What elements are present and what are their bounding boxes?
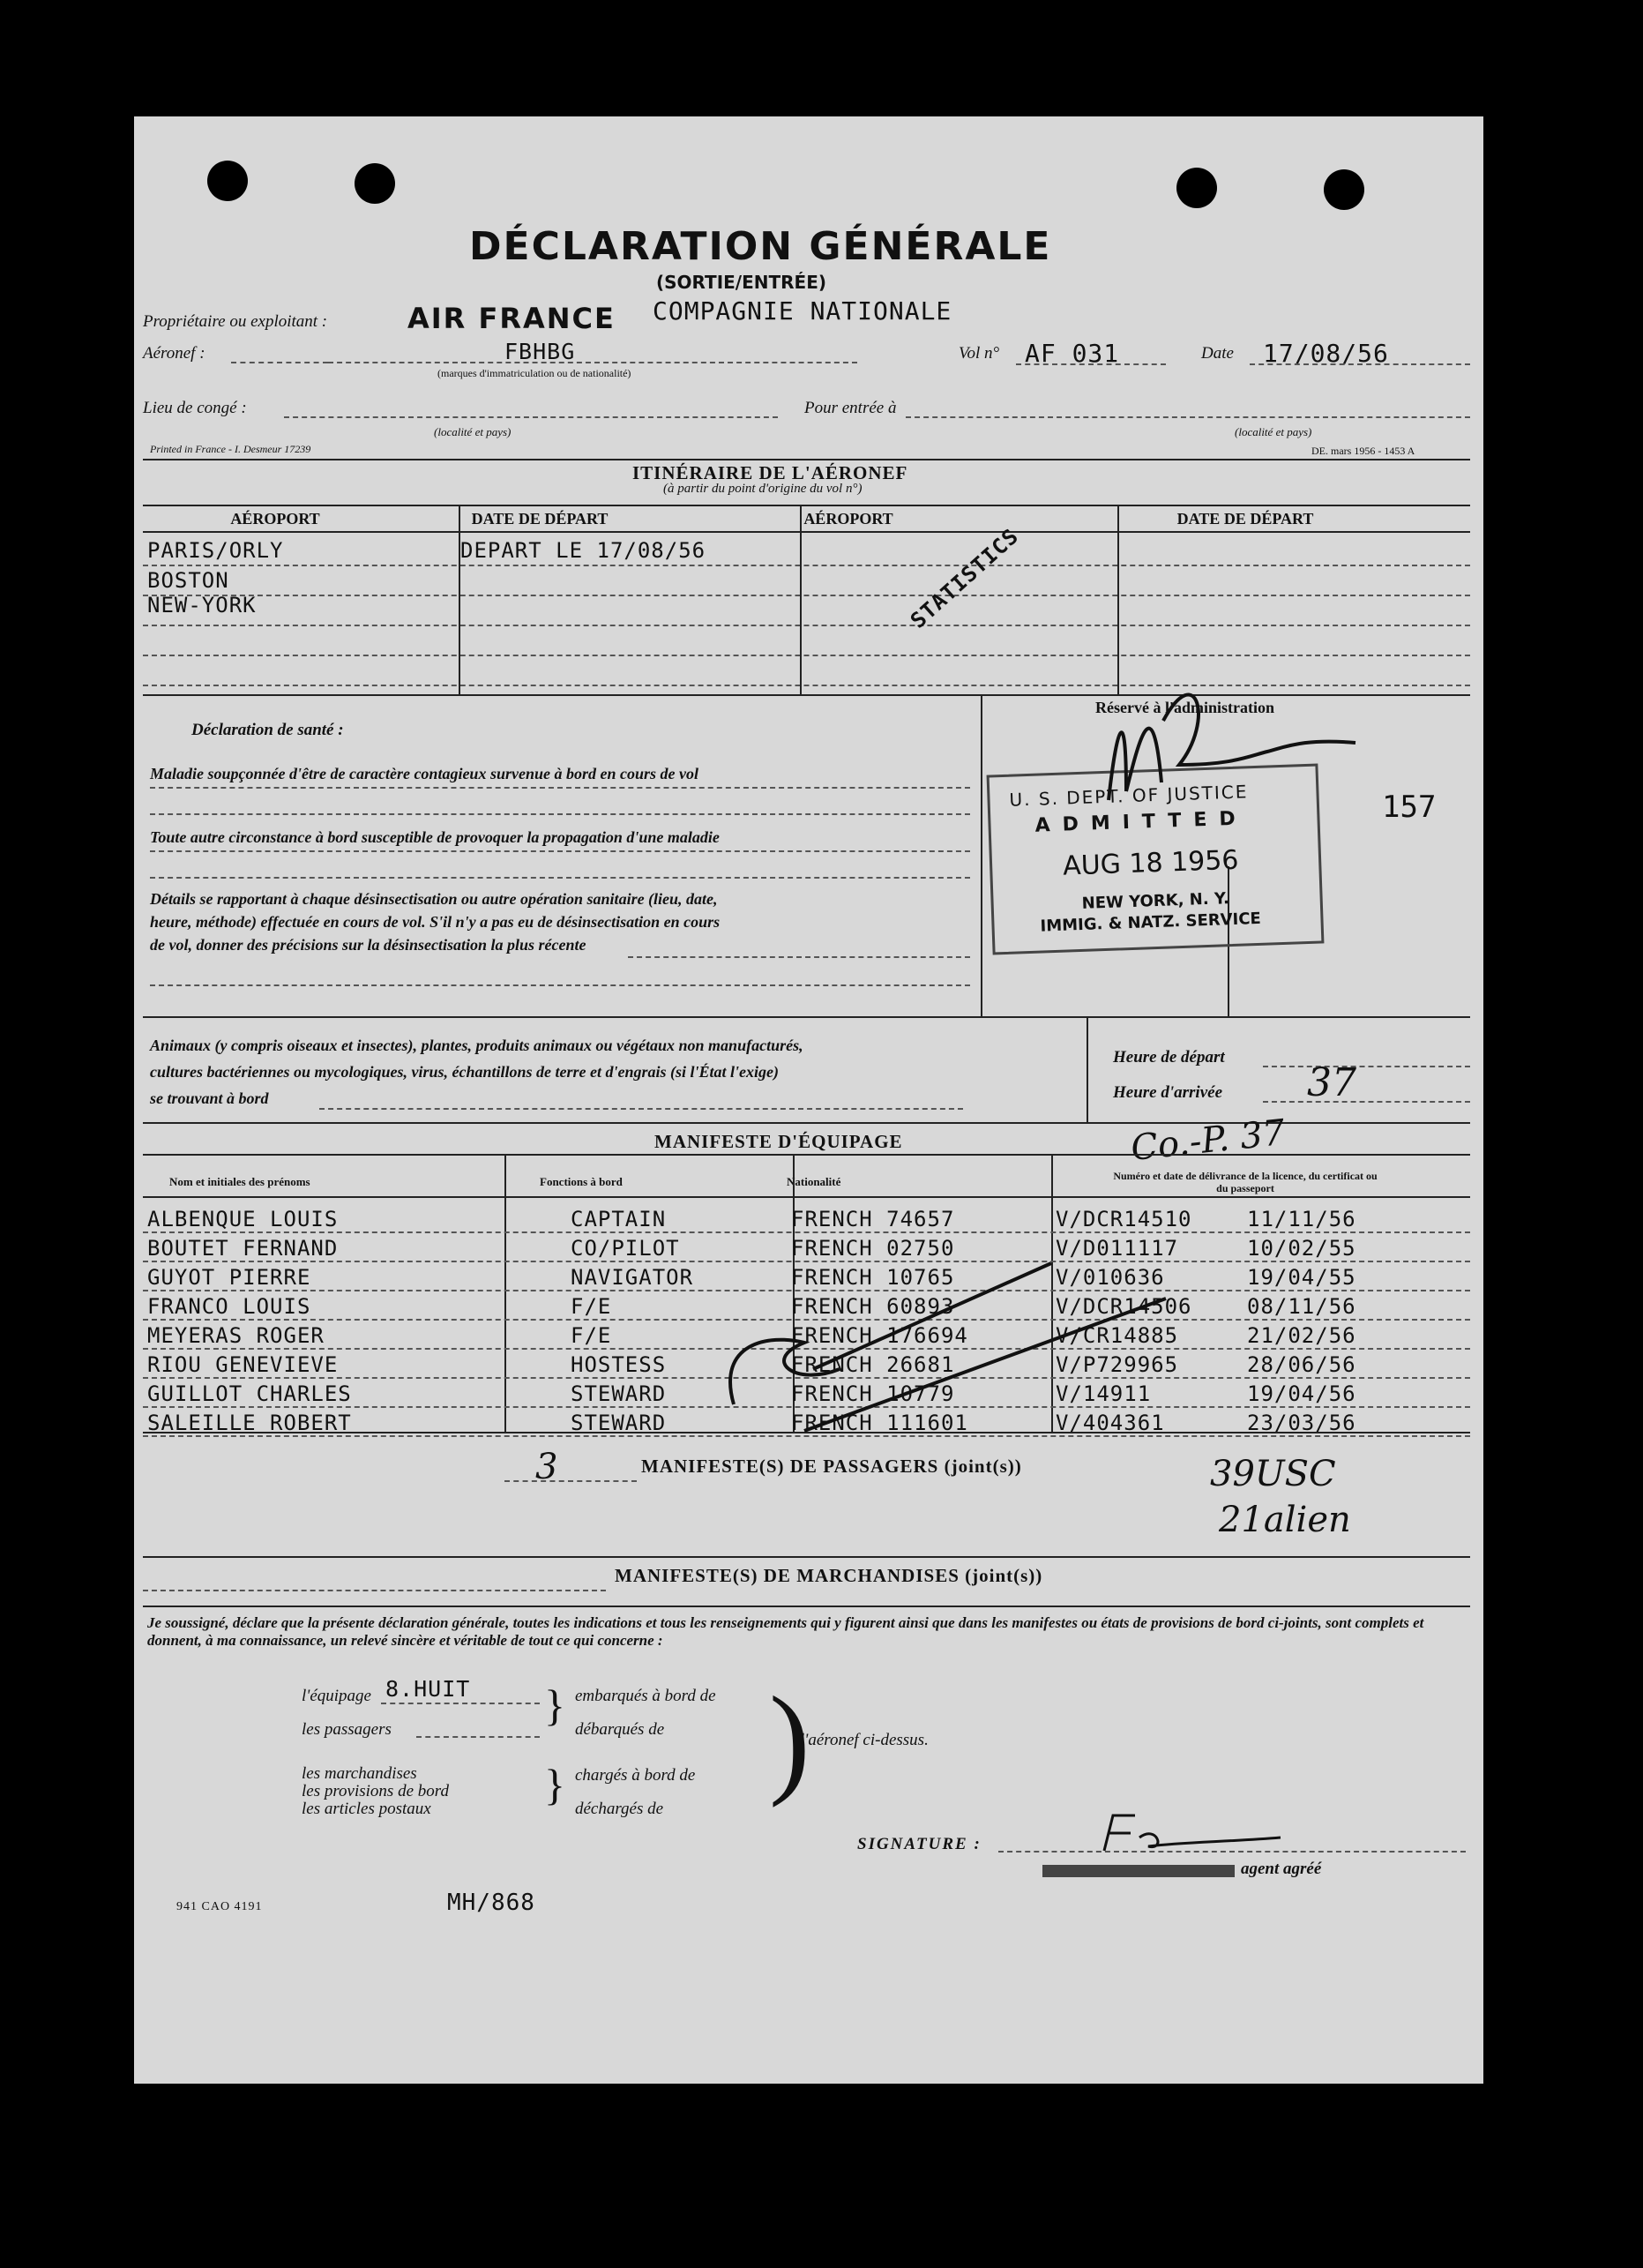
- crew-title: MANIFESTE D'ÉQUIPAGE: [654, 1131, 903, 1152]
- signature-label: SIGNATURE :: [857, 1835, 982, 1853]
- loaded-label: chargés à bord de: [575, 1766, 696, 1785]
- crew-role-cell: F/E: [571, 1294, 612, 1319]
- crew-nat-cell: FRENCH 111601: [791, 1411, 968, 1435]
- crew-date-cell: 28/06/56: [1247, 1352, 1356, 1377]
- aircraft-value: FBHBG: [504, 339, 576, 364]
- crew-role-cell: CAPTAIN: [571, 1207, 667, 1231]
- itinerary-col-airport-2: AÉROPORT: [803, 510, 893, 528]
- crew-doc-cell: V/010636: [1056, 1265, 1165, 1290]
- crew-nat-cell: FRENCH 26681: [791, 1352, 955, 1377]
- provisions-label: les provisions de bord: [302, 1782, 449, 1800]
- aircraft-statement-label: l'aéronef ci-dessus.: [800, 1731, 929, 1749]
- crew-role-cell: F/E: [571, 1323, 612, 1348]
- crew-row-line: [143, 1231, 1470, 1233]
- crew-name-cell: RIOU GENEVIEVE: [147, 1352, 339, 1377]
- crew-name-cell: FRANCO LOUIS: [147, 1294, 311, 1319]
- itinerary-departure: DEPART LE 17/08/56: [460, 538, 706, 563]
- date-value: 17/08/56: [1263, 339, 1389, 368]
- unloaded-label: déchargés de: [575, 1800, 664, 1818]
- crew-name-cell: GUYOT PIERRE: [147, 1265, 311, 1290]
- itinerary-title: ITINÉRAIRE DE L'AÉRONEF: [632, 462, 908, 483]
- stamp-date: AUG 18 1956: [1062, 844, 1240, 882]
- health-line-2: Toute autre circonstance à bord susceptible de provoquer la propagation d'une maladie: [150, 828, 720, 846]
- inspector-signature: [1100, 668, 1364, 827]
- animals-line-a: Animaux (y compris oiseaux et insectes), plantes, produits animaux ou végétaux non manufacturés,: [150, 1037, 803, 1054]
- form-title: DÉCLARATION GÉNÉRALE: [469, 224, 1052, 269]
- departure-time-label: Heure de départ: [1113, 1048, 1225, 1067]
- itinerary-subtitle: (à partir du point d'origine du vol n°): [663, 482, 863, 496]
- flight-value: AF 031: [1025, 339, 1120, 368]
- crew-name-cell: GUILLOT CHARLES: [147, 1381, 352, 1406]
- printer-left: Printed in France - I. Desmeur 17239: [150, 443, 311, 455]
- crew-date-cell: 08/11/56: [1247, 1294, 1356, 1319]
- crew-date-cell: 23/03/56: [1247, 1411, 1356, 1435]
- health-line-3b: heure, méthode) effectuée en cours de vol. S'il n'y a pas eu de désinsectisation en cours: [150, 913, 721, 931]
- health-line-3c: de vol, donner des précisions sur la désinsectisation la plus récente: [150, 936, 586, 954]
- flight-label: Vol n°: [959, 344, 1000, 363]
- crew-value: 8.HUIT: [385, 1676, 471, 1702]
- crew-doc-cell: V/DCR14506: [1056, 1294, 1192, 1319]
- aircraft-caption: (marques d'immatriculation ou de nationalité): [437, 367, 631, 379]
- crew-col-name: Nom et initiales des prénoms: [169, 1175, 310, 1188]
- bracket: }: [544, 1760, 565, 1809]
- crew-nat-cell: FRENCH 02750: [791, 1236, 955, 1261]
- crew-role-cell: STEWARD: [571, 1411, 667, 1435]
- passenger-count: 3: [535, 1447, 558, 1487]
- crew-role-cell: NAVIGATOR: [571, 1265, 694, 1290]
- health-line-3a: Détails se rapportant à chaque désinsectisation ou autre opération sanitaire (lieu, date,: [150, 890, 718, 908]
- crew-doc-cell: V/CR14885: [1056, 1323, 1179, 1348]
- crew-col-nat: Nationalité: [787, 1175, 841, 1188]
- punch-hole: [207, 161, 248, 201]
- crew-col-role: Fonctions à bord: [540, 1175, 623, 1188]
- departure-place-label: Lieu de congé :: [143, 399, 247, 417]
- form-subtitle: (SORTIE/ENTRÉE): [656, 272, 827, 293]
- crew-role-cell: HOSTESS: [571, 1352, 667, 1377]
- itinerary-airport-row: BOSTON: [147, 568, 229, 593]
- crew-nat-cell: FRENCH 176694: [791, 1323, 968, 1348]
- footer-ref: MH/868: [447, 1890, 535, 1916]
- crew-doc-cell: V/14911: [1056, 1381, 1152, 1406]
- crew-role-cell: CO/PILOT: [571, 1236, 680, 1261]
- stamp-admitted: ADMITTED: [1034, 807, 1249, 837]
- animals-line-b: cultures bactériennes ou mycologiques, virus, échantillons de terre et d'engrais (si l'État l'exige): [150, 1063, 779, 1081]
- stamp-service: IMMIG. & NATZ. SERVICE: [1040, 909, 1262, 936]
- cargo-manifest-label: MANIFESTE(S) DE MARCHANDISES (joint(s)): [615, 1565, 1043, 1586]
- crew-doc-cell: V/D011117: [1056, 1236, 1179, 1261]
- owner-extra: COMPAGNIE NATIONALE: [653, 296, 952, 326]
- crew-name-cell: ALBENQUE LOUIS: [147, 1207, 339, 1231]
- crew-doc-cell: V/P729965: [1056, 1352, 1179, 1377]
- arrival-time-value: 37: [1307, 1060, 1356, 1105]
- place-caption-right: (localité et pays): [1235, 425, 1312, 438]
- itinerary-col-date-2: DATE DE DÉPART: [1176, 510, 1314, 528]
- punch-hole: [1324, 169, 1364, 210]
- stamp-city: NEW YORK, N. Y.: [1081, 889, 1230, 913]
- arrival-time-label: Heure d'arrivée: [1113, 1083, 1223, 1102]
- crew-doc-cell: V/404361: [1056, 1411, 1165, 1435]
- animals-line-c: se trouvant à bord: [150, 1089, 269, 1107]
- embarked-label: embarqués à bord de: [575, 1687, 716, 1705]
- owner-name: AIR FRANCE: [407, 302, 616, 335]
- passenger-manifest-label: MANIFESTE(S) DE PASSAGERS (joint(s)): [641, 1456, 1022, 1477]
- passengers-label: les passagers: [302, 1720, 392, 1739]
- printer-right: DE. mars 1956 - 1453 A: [1311, 445, 1415, 457]
- crew-doc-cell: V/DCR14510: [1056, 1207, 1192, 1231]
- declaration-form: [134, 116, 1483, 2084]
- statement-text: Je soussigné, déclare que la présente déclaration générale, toutes les indications et tous les renseignements qui y figurent ainsi que dans les manifestes ou états de provisions de bord ci-joints, sont complets et donnent, à ma connaissance, un relevé sincère et véritable de tout ce qui concerne :: [147, 1614, 1424, 1649]
- crew-date-cell: 10/02/55: [1247, 1236, 1356, 1261]
- crew-date-cell: 19/04/55: [1247, 1265, 1356, 1290]
- itinerary-col-date-1: DATE DE DÉPART: [471, 510, 609, 528]
- crew-date-cell: 11/11/56: [1247, 1207, 1356, 1231]
- crew-col-doc: Numéro et date de délivrance de la licence, du certificat ou du passeport: [1113, 1170, 1378, 1194]
- postal-label: les articles postaux: [302, 1800, 431, 1818]
- disembarked-label: débarqués de: [575, 1720, 665, 1739]
- health-line-1: Maladie soupçonnée d'être de caractère contagieux survenue à bord en cours de vol: [150, 765, 698, 782]
- footer-code: 941 CAO 4191: [176, 1900, 263, 1913]
- owner-label: Propriétaire ou exploitant :: [143, 312, 328, 331]
- crew-nat-cell: FRENCH 10765: [791, 1265, 955, 1290]
- date-label: Date: [1201, 344, 1234, 363]
- agent-redacted-bar: [1042, 1865, 1235, 1877]
- statistics-stamp: STATISTICS: [906, 523, 1024, 633]
- crew-role-cell: STEWARD: [571, 1381, 667, 1406]
- crew-nat-cell: FRENCH 10779: [791, 1381, 955, 1406]
- crew-name-cell: BOUTET FERNAND: [147, 1236, 339, 1261]
- aircraft-label: Aéronef :: [143, 344, 205, 363]
- punch-hole: [355, 163, 395, 204]
- agent-label: agent agréé: [1241, 1860, 1322, 1878]
- passenger-note-2: 21alien: [1219, 1500, 1351, 1540]
- goods-label: les marchandises: [302, 1764, 417, 1783]
- crew-label: l'équipage: [302, 1687, 371, 1705]
- admin-reserved: Réservé à l'administration: [1095, 699, 1274, 716]
- crew-nat-cell: FRENCH 74657: [791, 1207, 955, 1231]
- itinerary-airport-row: PARIS/ORLY: [147, 538, 284, 563]
- stamp-dept: U. S. DEPT. OF JUSTICE: [1009, 781, 1249, 811]
- crew-hand-note: Co.-P. 37: [1129, 1112, 1288, 1170]
- passenger-note-1: 39USC: [1210, 1454, 1336, 1494]
- crew-date-cell: 21/02/56: [1247, 1323, 1356, 1348]
- bracket: ): [769, 1672, 810, 1808]
- health-title: Déclaration de santé :: [191, 721, 344, 739]
- entry-label: Pour entrée à: [804, 399, 897, 417]
- crew-strike-marks: [663, 1237, 1192, 1440]
- crew-name-cell: MEYERAS ROGER: [147, 1323, 325, 1348]
- crew-name-cell: SALEILLE ROBERT: [147, 1411, 352, 1435]
- crew-nat-cell: FRENCH 60893: [791, 1294, 955, 1319]
- itinerary-airport-row: NEW-YORK: [147, 593, 257, 618]
- punch-hole: [1176, 168, 1217, 208]
- admin-number: 157: [1382, 790, 1437, 825]
- captain-signature: [1095, 1807, 1289, 1860]
- bracket: }: [544, 1680, 565, 1730]
- crew-date-cell: 19/04/56: [1247, 1381, 1356, 1406]
- place-caption-left: (localité et pays): [434, 425, 512, 438]
- itinerary-col-airport-1: AÉROPORT: [230, 510, 320, 528]
